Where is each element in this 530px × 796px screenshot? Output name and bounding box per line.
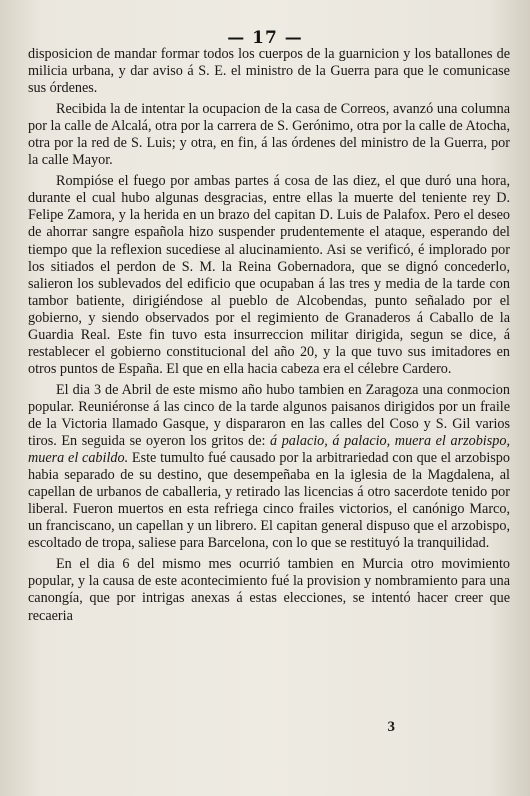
paragraph-4-text-before: El dia 3 de Abril de este mismo año hubo tambien en Zaragoza una conmocion popular. Reuniéronse á las cinco de la tarde algunos paisanos dirigidos por un fraile de la Victoria llamado Gasque, y dispararon en las calles del Coso y S. Gil varios tiros. En seguida se oyeron los gritos de:	[28, 381, 510, 450]
paragraph-4-italic-shouts: á palacio, á palacio, muera el arzobispo, muera el cabildo.	[28, 433, 510, 467]
paragraph-2: Recibida la de intentar la ocupacion de la casa de Correos, avanzó una columna por la calle de Alcalá, otra por la carrera de S. Gerónimo, otra por la calle de Atocha, otra por la red de S. Luis; y otra, en fin, á las órdenes del ministro de la Guerra, por la calle Mayor.	[28, 101, 510, 169]
paragraph-5: En el dia 6 del mismo mes ocurrió tambien en Murcia otro movimiento popular, y la causa de este acontecimiento fué la provision y nombramiento para una canongía, que por intrigas anexas á estas elecciones, se intentó hacer creer que recaeria	[28, 556, 510, 624]
paragraph-4-text-after: Este tumulto fué causado por la arbitrariedad con que el arzobispo habia separado de su destino, que desempeñaba en la iglesia de la Magdalena, al capellan de urbanos de caballeria, y retirado las licencias á otro sacerdote tenido por liberal. Fueron muertos en esta refriega cinco frailes victorios, el canónigo Marco, un franciscano, un capellan y un librero. El capitan general dispuso que el arzobispo, escoltado de tropa, saliese para Barcelona, con lo que se restituyó la tranquilidad.	[28, 450, 510, 552]
paragraph-4	[28, 382, 510, 552]
page-number: — 17 —	[227, 28, 303, 48]
body-text	[28, 46, 510, 625]
paragraph-1: disposicion de mandar formar todos los cuerpos de la guarnicion y los batallones de milicia urbana, y dar aviso á S. E. el ministro de la Guerra para que le comunicase sus órdenes.	[28, 46, 510, 97]
paragraph-3: Rompióse el fuego por ambas partes á cosa de las diez, el que duró una hora, durante el cual hubo algunas desgracias, entre ellas la muerte del teniente rey D. Felipe Zamora, y la herida en un brazo del capitan D. Luis de Palafox. Pero el deseo de ahorrar sangre española hizo suspender prudentemente el ataque, esperando del tiempo que la reflexion sucediese al alucinamiento. Asi se verificó, é implorado por los sitiados el perdon de S. M. la Reina Gobernadora, que se dignó concederlo, salieron los sublevados del edificio que ocupaban á las tres y media de la tarde con tambor batiente, dirigiéndose al pueblo de Alcobendas, punto señalado por el gobierno, y siendo observados por el regimiento de Granaderos á Caballo de la Guardia Real. Este fin tuvo esta insurreccion militar dirigida, segun se dice, á restablecer el gobierno constitucional del año 20, y la que tuvo sus imitadores en otros puntos de España. El que en ella hacia cabeza era el célebre Cardero.	[28, 173, 510, 377]
signature-mark: 3	[387, 719, 395, 735]
